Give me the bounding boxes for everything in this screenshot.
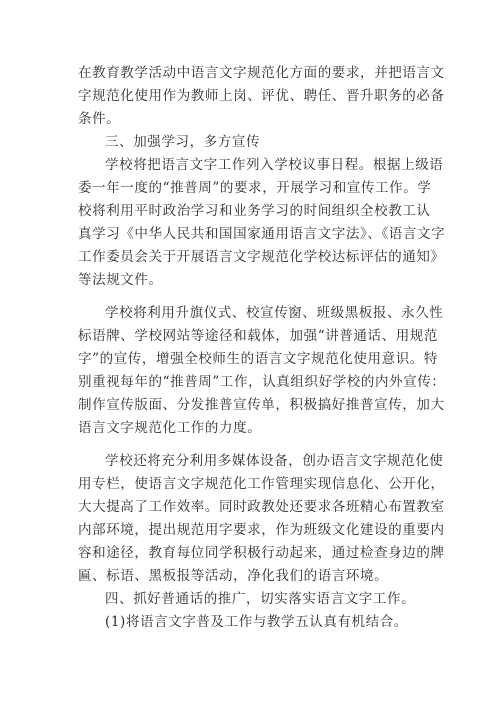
text-line: 用专栏，使语言文字规范化工作管理实现信息化、公开化，	[78, 476, 445, 492]
text-line: 匾、标语、黑板报等活动，净化我们的语言环境。	[78, 568, 389, 584]
text-line: 校将利用平时政治学习和业务学习的时间组织全校教工认	[78, 203, 431, 219]
paragraph-study-plan	[78, 154, 446, 292]
text-line: 学校将利用升旗仪式、校宣传窗、班级黑板报、永久性	[105, 305, 444, 321]
list-item-1: (1)将语言文字普及工作与教学五认真有机结合。	[105, 614, 408, 630]
paragraph-requirements	[78, 62, 445, 131]
paragraph-publicity	[78, 302, 446, 440]
text-line: 学校还将充分利用多媒体设备，创办语言文字规范化使	[105, 453, 444, 469]
text-line: 条件。	[78, 111, 121, 127]
paragraph-multimedia	[78, 450, 445, 588]
text-line: 容和途径，教育每位同学积极行动起来，通过检查身边的牌	[78, 545, 445, 561]
document-page	[78, 62, 446, 634]
section-heading-4: 四、抓好普通话的推广，切实落实语言文字工作。	[105, 591, 416, 607]
text-line: 等法规文件。	[78, 272, 163, 288]
text-line: 大大提高了工作效率。同时政教处还要求各班精心布置教室	[78, 499, 445, 515]
section-heading-3: 三、加强学习，多方宣传	[105, 134, 261, 150]
text-line: 字规范化使用作为教师上岗、评优、聘任、晋升职务的必备	[78, 88, 445, 104]
text-line: 学校将把语言文字工作列入学校议事日程。根据上级语	[105, 157, 444, 173]
text-line: 内部环境，提出规范用字要求，作为班级文化建设的重要内	[78, 522, 445, 538]
text-line: 标语牌、学校网站等途径和载体，加强“讲普通话、用规范	[78, 328, 439, 344]
text-line: 在教育教学活动中语言文字规范化方面的要求，并把语言文	[78, 65, 445, 81]
text-line: 语言文字规范化工作的力度。	[78, 420, 262, 436]
text-line: 制作宣传版面、分发推普宣传单，积极搞好推普宣传，加大	[78, 397, 445, 413]
text-line: 字”的宣传，增强全校师生的语言文字规范化使用意识。特	[78, 351, 439, 367]
text-line: 委一年一度的“推普周”的要求，开展学习和宣传工作。学	[78, 180, 432, 196]
text-line: 工作委员会关于开展语言文字规范化学校达标评估的通知》	[78, 249, 445, 265]
text-line: 真学习《中华人民共和国国家通用语言文字法》、《语言文字	[78, 226, 446, 242]
text-line: 别重视每年的“推普周”工作，认真组织好学校的内外宣传：	[78, 374, 446, 390]
